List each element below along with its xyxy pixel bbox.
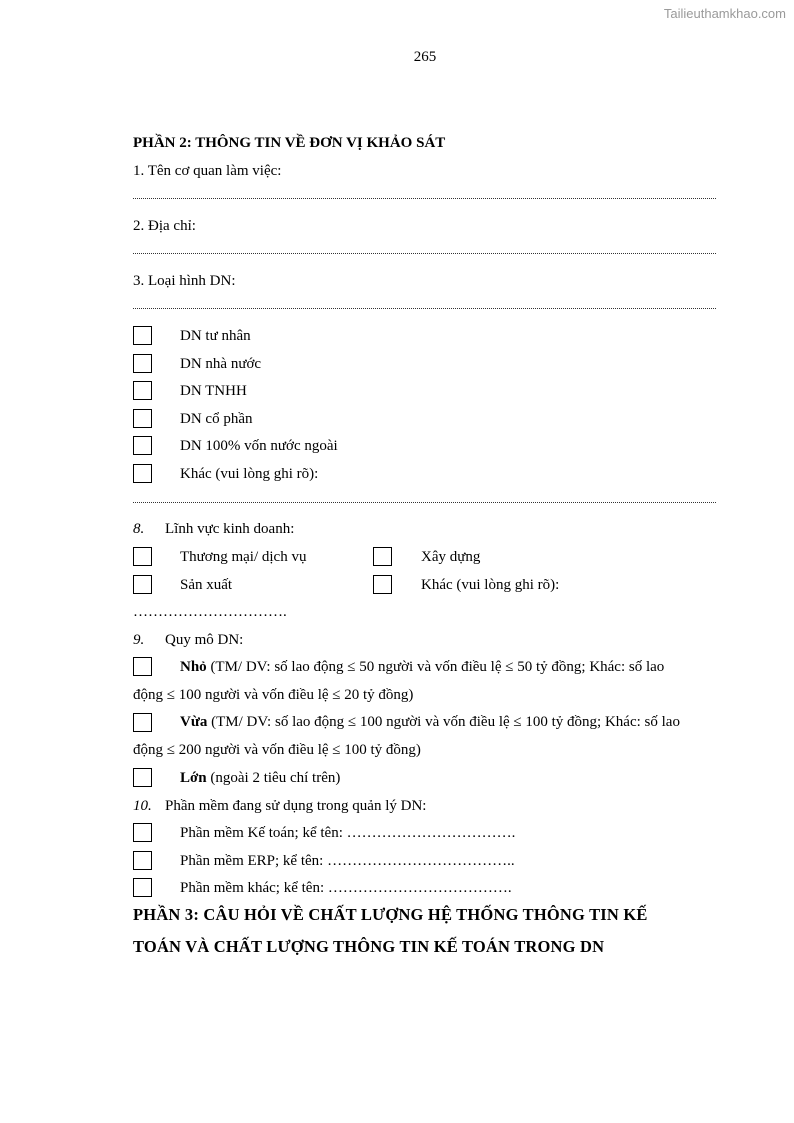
checkbox-software-other[interactable] <box>133 878 152 897</box>
size-small-criteria-cont: động ≤ 100 người và vốn điều lệ ≤ 20 tỷ đồng) <box>133 687 414 703</box>
size-large-bold: Lớn <box>180 770 207 786</box>
checkbox-company-type-foreign[interactable] <box>133 436 152 455</box>
part3-heading-line2: TOÁN VÀ CHẤT LƯỢNG THÔNG TIN KẾ TOÁN TRONG DN <box>133 937 605 956</box>
size-large-criteria: (ngoài 2 tiêu chí trên) <box>206 770 341 786</box>
size-medium-bold: Vừa <box>180 714 208 730</box>
part2-heading: PHẦN 2: THÔNG TIN VỀ ĐƠN VỊ KHẢO SÁT <box>133 135 446 151</box>
q3-fill-line[interactable] <box>133 306 716 309</box>
checkbox-company-type-jsc[interactable] <box>133 409 152 428</box>
page-number: 265 <box>413 49 437 65</box>
watermark-text: Tailieuthamkhao.com <box>663 6 786 21</box>
q1-fill-line[interactable] <box>133 196 716 199</box>
q1-label: 1. Tên cơ quan làm việc: <box>133 163 282 179</box>
part3-heading-line1: PHẦN 3: CÂU HỎI VỀ CHẤT LƯỢNG HỆ THỐNG THÔNG TIN KẾ <box>133 905 648 924</box>
size-medium-criteria: (TM/ DV: số lao động ≤ 100 người và vốn điều lệ ≤ 100 tỷ đồng; Khác: số lao <box>207 714 680 730</box>
company-type-label: DN tư nhân <box>180 328 251 344</box>
company-type-label: DN nhà nước <box>180 356 262 372</box>
q8-number: 8. <box>133 521 145 537</box>
software-option-label: Phần mềm ERP; kể tên: ……………………………….. <box>180 853 515 869</box>
checkbox-field-trade-service[interactable] <box>133 547 152 566</box>
size-small-criteria: (TM/ DV: số lao động ≤ 50 người và vốn điều lệ ≤ 50 tỷ đồng; Khác: số lao <box>206 659 665 675</box>
q9-label: Quy mô DN: <box>165 632 244 648</box>
size-small-bold: Nhỏ <box>180 659 207 675</box>
software-option-label: Phần mềm Kế toán; kể tên: ……………………………. <box>180 825 516 841</box>
q2-label: 2. Địa chỉ: <box>133 218 196 234</box>
checkbox-size-medium[interactable] <box>133 713 152 732</box>
checkbox-field-manufacturing[interactable] <box>133 575 152 594</box>
checkbox-software-accounting[interactable] <box>133 823 152 842</box>
checkbox-field-construction[interactable] <box>373 547 392 566</box>
size-medium-criteria-cont: động ≤ 200 người và vốn điều lệ ≤ 100 tỷ đồng) <box>133 742 421 758</box>
size-large-text <box>180 769 340 787</box>
q9-number: 9. <box>133 632 145 648</box>
checkbox-company-type-llc[interactable] <box>133 381 152 400</box>
company-type-label: DN cổ phần <box>180 411 253 427</box>
field-option-label: Sản xuất <box>180 577 233 593</box>
size-medium-text <box>180 713 680 731</box>
company-type-label: Khác (vui lòng ghi rõ): <box>180 466 319 482</box>
software-option-label: Phần mềm khác; kể tên: ………………………………. <box>180 880 512 896</box>
field-other-fill-line[interactable]: …………………………. <box>133 604 287 620</box>
checkbox-field-other[interactable] <box>373 575 392 594</box>
field-option-label: Khác (vui lòng ghi rõ): <box>421 577 560 593</box>
checkbox-company-type-state[interactable] <box>133 354 152 373</box>
company-type-other-fill-line[interactable] <box>133 500 716 503</box>
q10-number: 10. <box>133 798 152 814</box>
checkbox-size-small[interactable] <box>133 657 152 676</box>
checkbox-company-type-other[interactable] <box>133 464 152 483</box>
q8-label: Lĩnh vực kinh doanh: <box>165 521 295 537</box>
company-type-label: DN TNHH <box>180 383 247 399</box>
checkbox-company-type-private[interactable] <box>133 326 152 345</box>
company-type-label: DN 100% vốn nước ngoài <box>180 438 338 454</box>
field-option-label: Thương mại/ dịch vụ <box>180 549 307 565</box>
field-option-label: Xây dựng <box>421 549 481 565</box>
checkbox-software-erp[interactable] <box>133 851 152 870</box>
q10-label: Phần mềm đang sử dụng trong quản lý DN: <box>165 798 427 814</box>
q2-fill-line[interactable] <box>133 251 716 254</box>
q3-label: 3. Loại hình DN: <box>133 273 236 289</box>
checkbox-size-large[interactable] <box>133 768 152 787</box>
size-small-text <box>180 658 664 676</box>
